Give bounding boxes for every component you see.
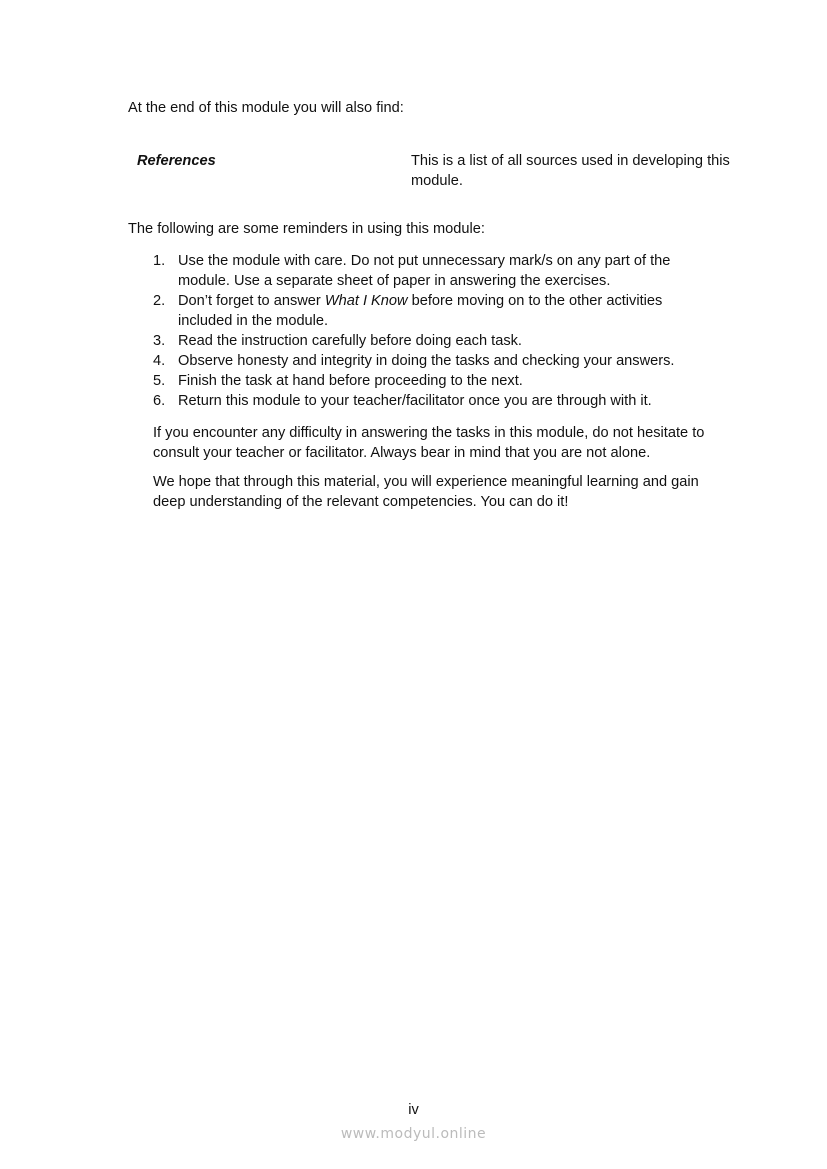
list-item (128, 291, 708, 331)
item-number: 2. (153, 293, 166, 309)
item-number: 1. (153, 253, 166, 269)
item-text-after: before moving on to the other activities included in the module. (178, 293, 663, 329)
intro-text: At the end of this module you will also find: (128, 100, 404, 116)
item-text: Return this module to your teacher/facilitator once you are through with it. (178, 393, 652, 409)
reminders-lead: The following are some reminders in using this module: (128, 221, 485, 237)
item-text: Use the module with care. Do not put unnecessary mark/s on any part of the module. Use a separate sheet of paper in answering the exercises. (178, 253, 671, 289)
closing-paragraph: We hope that through this material, you will experience meaningful learning and gain deep understanding of the relevant competencies. You can do it! (153, 474, 699, 510)
list-item (128, 331, 708, 351)
reminders-list (128, 251, 708, 411)
item-number: 3. (153, 333, 166, 349)
list-item (128, 391, 708, 411)
item-text-before: Don’t forget to answer (178, 293, 325, 309)
item-text: Observe honesty and integrity in doing the tasks and checking your answers. (178, 353, 675, 369)
item-text: Finish the task at hand before proceeding to the next. (178, 373, 523, 389)
watermark: www.modyul.online (340, 1126, 487, 1142)
list-item (128, 371, 708, 391)
difficulty-paragraph: If you encounter any difficulty in answering the tasks in this module, do not hesitate to consult your teacher or facilitator. Always bear in mind that you are not alone. (153, 425, 705, 461)
list-item (128, 351, 708, 371)
page-number: iv (408, 1102, 419, 1118)
item-text-emphasis: What I Know (324, 293, 408, 309)
item-number: 5. (153, 373, 166, 389)
list-item (128, 251, 708, 291)
reference-term: References (137, 153, 216, 169)
item-number: 4. (153, 353, 166, 369)
item-text: Read the instruction carefully before doing each task. (178, 333, 522, 349)
reference-description: This is a list of all sources used in developing this module. (411, 153, 730, 189)
item-number: 6. (153, 393, 166, 409)
